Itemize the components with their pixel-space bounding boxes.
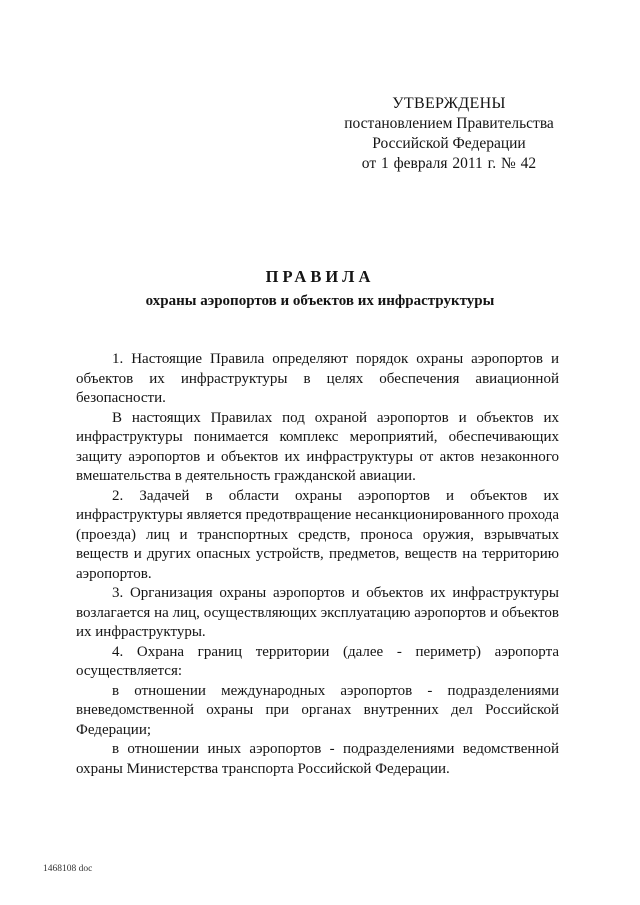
approval-date: от 1 февраля 2011 г. № 42 [361, 155, 537, 172]
paragraph-3: 3. Организация охраны аэропортов и объектов их инфраструктуры возлагается на лиц, осуществляющих эксплуатацию аэропортов и объектов их инфраструктуры. [76, 585, 559, 640]
approval-block [336, 94, 562, 174]
footer-document-code: 1468108 doc [43, 864, 93, 874]
document-body [76, 350, 559, 779]
document-subtitle: охраны аэропортов и объектов их инфраструктуры [145, 293, 495, 309]
paragraph-1-definition: В настоящих Правилах под охраной аэропортов и объектов их инфраструктуры понимается комплекс мероприятий, обеспечивающих защиту аэропортов и объектов их инфраструктуры от актов незаконного вмешательства в деятельность гражданской авиации. [76, 409, 559, 484]
paragraph-4-international: в отношении международных аэропортов - подразделениями вневедомственной охраны при органах внутренних дел Российской Федерации; [76, 682, 559, 738]
approval-line-government: постановлением Правительства [344, 115, 554, 132]
document-title: ПРАВИЛА [265, 267, 375, 286]
paragraph-4: 4. Охрана границ территории (далее - периметр) аэропорта осуществляется: [76, 643, 559, 679]
approval-stamp: УТВЕРЖДЕНЫ [392, 95, 506, 112]
paragraph-4-other: в отношении иных аэропортов - подразделениями ведомственной охраны Министерства транспорта Российской Федерации. [76, 741, 559, 777]
paragraph-2: 2. Задачей в области охраны аэропортов и объектов их инфраструктуры является предотвращение несанкционированного прохода (проезда) лиц и транспортных средств, проноса оружия, взрывчатых веществ и других опасных устройств, предметов, веществ на территорию аэропортов. [76, 487, 559, 582]
approval-line-federation: Российской Федерации [372, 135, 526, 152]
paragraph-1: 1. Настоящие Правила определяют порядок охраны аэропортов и объектов их инфраструктуры в целях обеспечения авиационной безопасности. [76, 351, 559, 406]
